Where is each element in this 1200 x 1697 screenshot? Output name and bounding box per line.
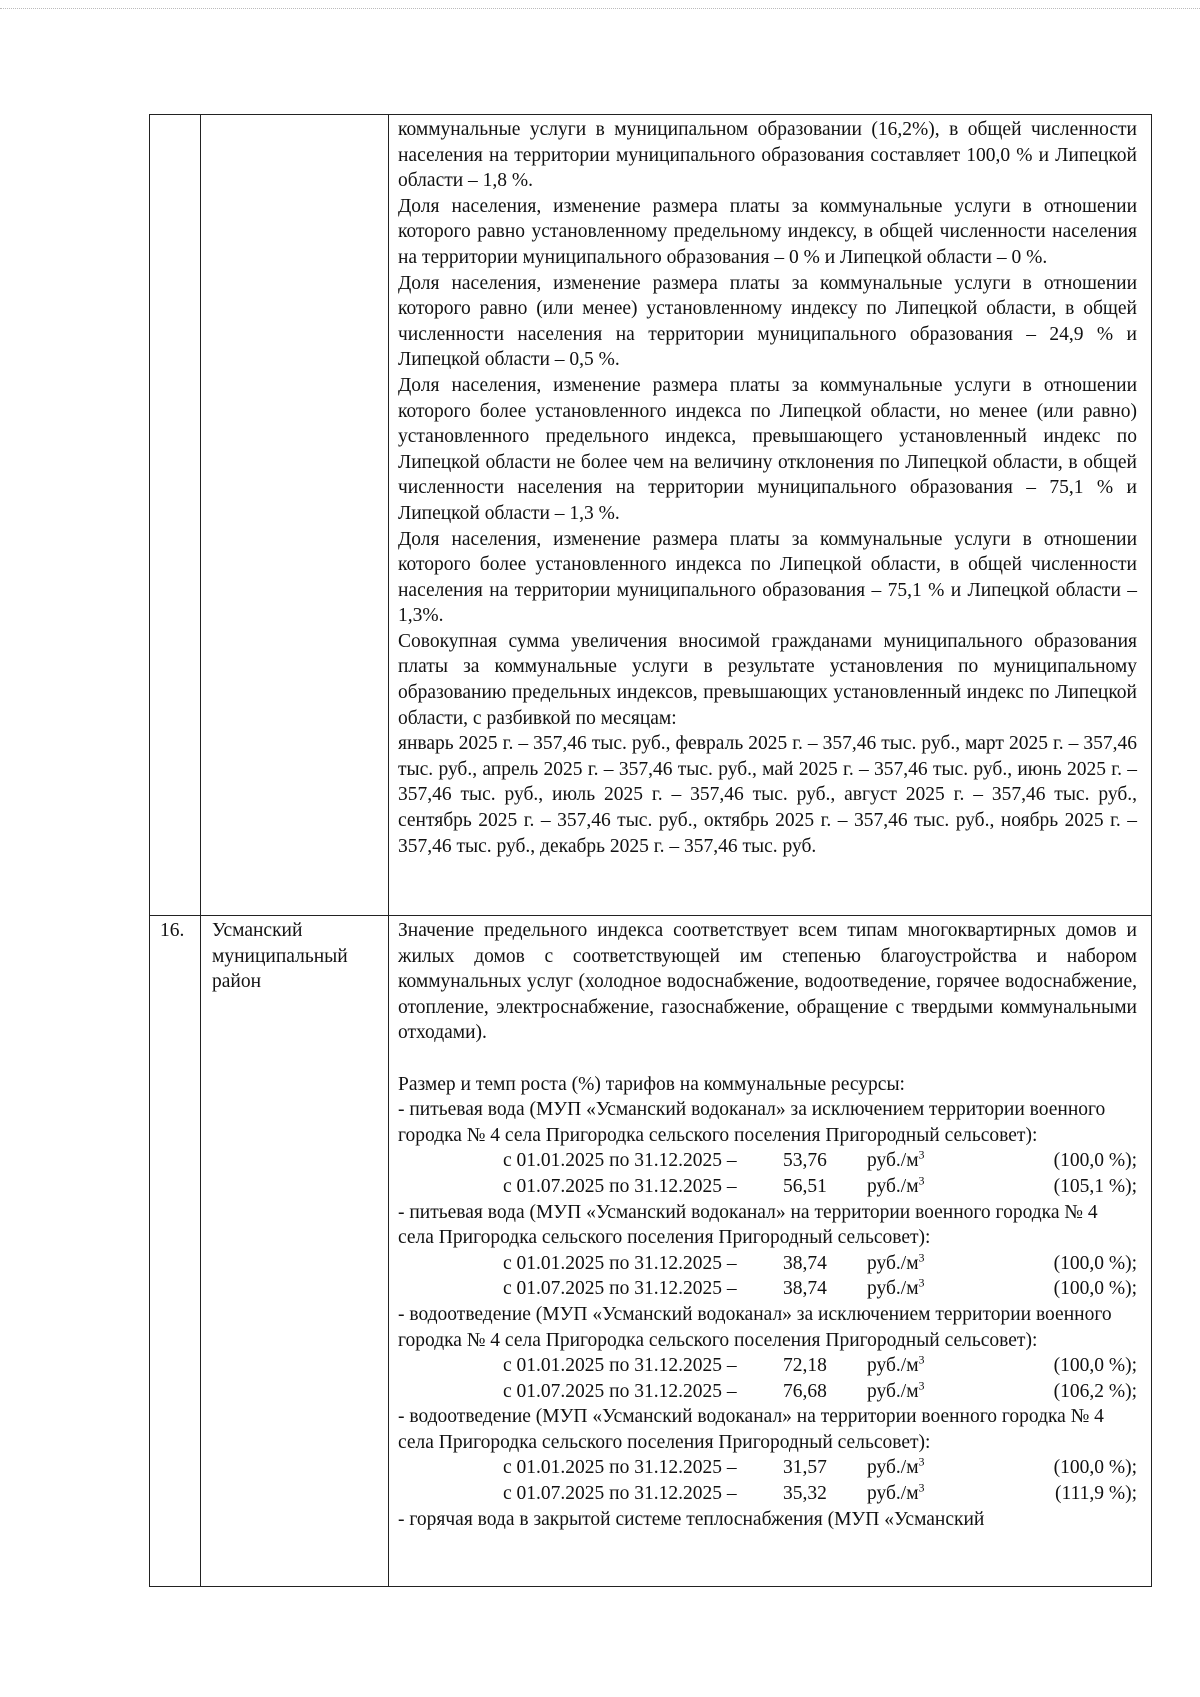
tariff-period: с 01.07.2025 по 31.12.2025 – [503,1483,737,1505]
tariff-growth-rate: (100,0 %); [1053,1150,1137,1172]
row16-number: 16. [160,920,185,941]
tariff-row [398,1174,1137,1200]
tariff-value: 53,76 [783,1150,827,1172]
tariff-group-title: - водоотведение (МУП «Усманский водоканал» на территории военного городка № 4 села Пригородка сельского поселения Пригородный сельсовет): [398,1406,1104,1453]
tariff-period: с 01.01.2025 по 31.12.2025 – [503,1457,737,1479]
tariff-value: 56,51 [783,1175,827,1197]
tariff-value: 38,74 [783,1278,827,1300]
tariff-row [398,1481,1137,1507]
row16-municipality-name: Усманский муниципальный район [212,920,348,993]
tariff-value: 76,68 [783,1380,827,1402]
tariff-unit: $руб./м^3$ [867,1173,925,1197]
tariff-value: 38,74 [783,1252,827,1274]
tariff-unit: $руб./м^3$ [867,1147,925,1172]
tariff-growth-rate: (100,0 %); [1053,1278,1137,1300]
tariff-row [398,1353,1137,1379]
row-divider [150,915,1151,916]
tariff-period: с 01.07.2025 по 31.12.2025 – [503,1175,737,1197]
row16-content [398,918,1137,1532]
row15-paragraph: Совокупная сумма увеличения вносимой гражданами муниципального образования платы за коммунальные услуги в результате установления по муниципальному образованию предельных индексов, превышающих установленный индекс по Липецкой области, с разбивкой по месяцам: [398,630,1137,729]
tariff-group-title: - питьевая вода (МУП «Усманский водоканал» на территории военного городка № 4 села Пригородка сельского поселения Пригородный сельсовет): [398,1201,1098,1249]
row15-paragraph: Доля населения, изменение размера платы за коммунальные услуги в отношении которого более установленного индекса по Липецкой области, но менее (или равно) установленного предельного индекса, превышающего установленный индекс по Липецкой области не более чем на величину отклонения по Липецкой области, в общей численности населения на территории муниципального образования – 75,1 % и Липецкой области – 1,3 %. [398,374,1137,524]
tariff-table [149,114,1152,1587]
column-divider [200,115,201,1586]
row15-monthly-breakdown: январь 2025 г. – 357,46 тыс. руб., февраль 2025 г. – 357,46 тыс. руб., март 2025 г. – 357,46 тыс. руб., апрель 2025 г. – 357,46 тыс. руб., май 2025 г. – 357,46 тыс. руб., июнь 2025 г. – 357,46 тыс. руб., июль 2025 г. – 357,46 тыс. руб., август 2025 г. – 357,46 тыс. руб., сентябрь 2025 г. – 357,46 тыс. руб., октябрь 2025 г. – 357,46 тыс. руб., ноябрь 2025 г. – 357,46 тыс. руб., декабрь 2025 г. – 357,46 тыс. руб. [398,733,1137,857]
row15-paragraph: Доля населения, изменение размера платы за коммунальные услуги в отношении которого равно (или менее) установленному индексу по Липецкой области, в общей численности населения на территории муниципального образования – 24,9 % и Липецкой области – 0,5 %. [398,272,1137,371]
row15-paragraph: Доля населения, изменение размера платы за коммунальные услуги в отношении которого равно установленному предельному индексу, в общей численности населения на территории муниципального образования – 0 % и Липецкой области – 0 %. [398,195,1137,268]
tariff-growth-rate: (106,2 %); [1053,1380,1137,1402]
trailing-line: - горячая вода в закрытой системе теплоснабжения (МУП «Усманский [398,1508,985,1530]
tariff-growth-rate: (100,0 %); [1053,1457,1137,1479]
row16-intro: Значение предельного индекса соответствует всем типам многоквартирных домов и жилых домов с соответствующей им степенью благоустройства и набором коммунальных услуг (холодное водоснабжение, водоотведение, горячее водоснабжение, отопление, электроснабжение, газоснабжение, обращение с твердыми коммунальными отходами). [398,920,1137,1044]
tariff-group-title: - питьевая вода (МУП «Усманский водоканал» за исключением территории военного городка № 4 села Пригородка сельского поселения Пригородный сельсовет): [398,1099,1106,1146]
tariff-group-title: - водоотведение (МУП «Усманский водоканал» за исключением территории военного городка № 4 села Пригородка сельского поселения Пригородный сельсовет): [398,1303,1112,1351]
tariff-row [398,1148,1137,1174]
scan-edge-mark [0,8,1200,9]
tariff-growth-rate: (100,0 %); [1053,1355,1137,1377]
tariff-growth-rate: (111,9 %); [1055,1483,1137,1505]
row15-content [398,117,1137,859]
row15-paragraph: Доля населения, изменение размера платы за коммунальные услуги в отношении которого более установленного индекса по Липецкой области, в общей численности населения на территории муниципального образования – 75,1 % и Липецкой области – 1,3%. [398,528,1137,627]
spacer [398,1046,1137,1072]
tariff-period: с 01.07.2025 по 31.12.2025 – [503,1278,737,1300]
tariff-unit: $руб./м^3$ [867,1352,925,1377]
tariff-period: с 01.01.2025 по 31.12.2025 – [503,1150,737,1172]
tariff-period: с 01.01.2025 по 31.12.2025 – [503,1252,737,1274]
tariff-row [398,1455,1137,1481]
tariff-period: с 01.01.2025 по 31.12.2025 – [503,1355,737,1377]
tariff-unit: $руб./м^3$ [867,1480,925,1505]
tariff-growth-rate: (105,1 %); [1053,1175,1137,1197]
tariff-unit: $руб./м^3$ [867,1378,925,1402]
tariffs-heading: Размер и темп роста (%) тарифов на коммунальные ресурсы: [398,1073,905,1095]
tariff-unit: $руб./м^3$ [867,1454,925,1479]
column-divider [388,115,389,1586]
tariff-unit: $руб./м^3$ [867,1275,925,1300]
tariff-value: 31,57 [783,1457,827,1479]
tariff-row [398,1251,1137,1277]
tariff-value: 72,18 [783,1355,827,1377]
tariff-value: 35,32 [783,1483,827,1505]
tariff-growth-rate: (100,0 %); [1053,1252,1137,1274]
row15-paragraph: коммунальные услуги в муниципальном образовании (16,2%), в общей численности населения на территории муниципального образования составляет 100,0 % и Липецкой области – 1,8 %. [398,119,1137,192]
tariff-unit: $руб./м^3$ [867,1250,925,1274]
tariff-row [398,1379,1137,1405]
tariff-period: с 01.07.2025 по 31.12.2025 – [503,1380,737,1402]
tariff-row [398,1276,1137,1302]
